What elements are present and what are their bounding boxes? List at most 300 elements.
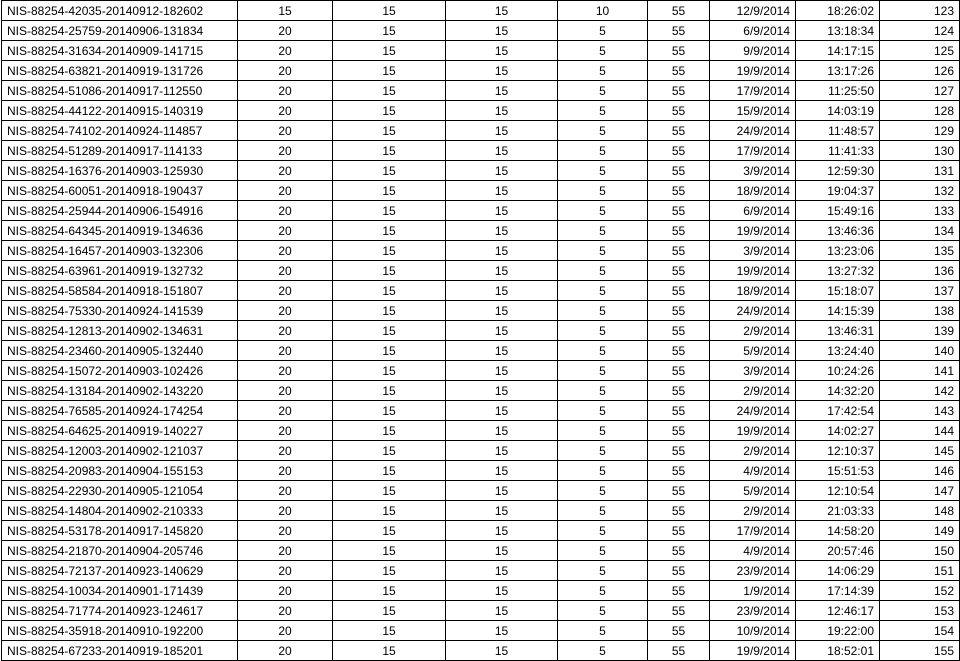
date-cell[interactable]: 6/9/2014 xyxy=(710,21,796,41)
value-d-cell[interactable]: 5 xyxy=(558,461,648,481)
value-b-cell[interactable]: 15 xyxy=(333,341,446,361)
date-cell[interactable]: 2/9/2014 xyxy=(710,501,796,521)
value-a-cell[interactable]: 20 xyxy=(238,481,333,501)
row-number-cell[interactable]: 126 xyxy=(880,61,960,81)
value-a-cell[interactable]: 20 xyxy=(238,41,333,61)
value-c-cell[interactable]: 15 xyxy=(446,421,558,441)
value-c-cell[interactable]: 15 xyxy=(446,21,558,41)
value-c-cell[interactable]: 15 xyxy=(446,141,558,161)
date-cell[interactable]: 6/9/2014 xyxy=(710,201,796,221)
value-a-cell[interactable]: 20 xyxy=(238,81,333,101)
value-c-cell[interactable]: 15 xyxy=(446,161,558,181)
time-cell[interactable]: 13:17:26 xyxy=(796,61,880,81)
value-b-cell[interactable]: 15 xyxy=(333,261,446,281)
value-b-cell[interactable]: 15 xyxy=(333,401,446,421)
value-a-cell[interactable]: 20 xyxy=(238,321,333,341)
row-number-cell[interactable]: 135 xyxy=(880,241,960,261)
time-cell[interactable]: 13:27:32 xyxy=(796,261,880,281)
value-b-cell[interactable]: 15 xyxy=(333,101,446,121)
time-cell[interactable]: 14:58:20 xyxy=(796,521,880,541)
value-c-cell[interactable]: 15 xyxy=(446,301,558,321)
value-b-cell[interactable]: 15 xyxy=(333,381,446,401)
record-id-cell[interactable]: NIS-88254-20983-20140904-155153 xyxy=(2,461,238,481)
value-c-cell[interactable]: 15 xyxy=(446,581,558,601)
time-cell[interactable]: 15:18:07 xyxy=(796,281,880,301)
value-c-cell[interactable]: 15 xyxy=(446,521,558,541)
value-a-cell[interactable]: 20 xyxy=(238,621,333,641)
record-id-cell[interactable]: NIS-88254-76585-20140924-174254 xyxy=(2,401,238,421)
date-cell[interactable]: 4/9/2014 xyxy=(710,541,796,561)
record-id-cell[interactable]: NIS-88254-64625-20140919-140227 xyxy=(2,421,238,441)
date-cell[interactable]: 19/9/2014 xyxy=(710,221,796,241)
value-c-cell[interactable]: 15 xyxy=(446,501,558,521)
total-cell[interactable]: 55 xyxy=(648,341,710,361)
total-cell[interactable]: 55 xyxy=(648,581,710,601)
value-b-cell[interactable]: 15 xyxy=(333,201,446,221)
value-d-cell[interactable]: 5 xyxy=(558,421,648,441)
record-id-cell[interactable]: NIS-88254-12003-20140902-121037 xyxy=(2,441,238,461)
date-cell[interactable]: 19/9/2014 xyxy=(710,641,796,661)
value-b-cell[interactable]: 15 xyxy=(333,421,446,441)
value-b-cell[interactable]: 15 xyxy=(333,121,446,141)
value-d-cell[interactable]: 5 xyxy=(558,501,648,521)
date-cell[interactable]: 24/9/2014 xyxy=(710,401,796,421)
value-b-cell[interactable]: 15 xyxy=(333,1,446,21)
date-cell[interactable]: 2/9/2014 xyxy=(710,321,796,341)
value-b-cell[interactable]: 15 xyxy=(333,221,446,241)
time-cell[interactable]: 18:26:02 xyxy=(796,1,880,21)
row-number-cell[interactable]: 153 xyxy=(880,601,960,621)
value-c-cell[interactable]: 15 xyxy=(446,221,558,241)
value-b-cell[interactable]: 15 xyxy=(333,581,446,601)
value-c-cell[interactable]: 15 xyxy=(446,461,558,481)
record-id-cell[interactable]: NIS-88254-31634-20140909-141715 xyxy=(2,41,238,61)
value-b-cell[interactable]: 15 xyxy=(333,301,446,321)
time-cell[interactable]: 15:49:16 xyxy=(796,201,880,221)
value-d-cell[interactable]: 10 xyxy=(558,1,648,21)
value-c-cell[interactable]: 15 xyxy=(446,381,558,401)
value-c-cell[interactable]: 15 xyxy=(446,481,558,501)
row-number-cell[interactable]: 133 xyxy=(880,201,960,221)
date-cell[interactable]: 19/9/2014 xyxy=(710,261,796,281)
row-number-cell[interactable]: 128 xyxy=(880,101,960,121)
value-a-cell[interactable]: 20 xyxy=(238,501,333,521)
value-d-cell[interactable]: 5 xyxy=(558,141,648,161)
value-a-cell[interactable]: 20 xyxy=(238,521,333,541)
date-cell[interactable]: 17/9/2014 xyxy=(710,521,796,541)
time-cell[interactable]: 18:52:01 xyxy=(796,641,880,661)
value-a-cell[interactable]: 20 xyxy=(238,541,333,561)
row-number-cell[interactable]: 131 xyxy=(880,161,960,181)
row-number-cell[interactable]: 130 xyxy=(880,141,960,161)
record-id-cell[interactable]: NIS-88254-64345-20140919-134636 xyxy=(2,221,238,241)
value-a-cell[interactable]: 20 xyxy=(238,181,333,201)
total-cell[interactable]: 55 xyxy=(648,621,710,641)
row-number-cell[interactable]: 138 xyxy=(880,301,960,321)
value-d-cell[interactable]: 5 xyxy=(558,61,648,81)
row-number-cell[interactable]: 150 xyxy=(880,541,960,561)
date-cell[interactable]: 3/9/2014 xyxy=(710,241,796,261)
date-cell[interactable]: 23/9/2014 xyxy=(710,561,796,581)
value-a-cell[interactable]: 20 xyxy=(238,581,333,601)
value-c-cell[interactable]: 15 xyxy=(446,561,558,581)
total-cell[interactable]: 55 xyxy=(648,461,710,481)
total-cell[interactable]: 55 xyxy=(648,81,710,101)
table-row xyxy=(2,581,960,601)
time-cell[interactable]: 13:23:06 xyxy=(796,241,880,261)
value-a-cell[interactable]: 20 xyxy=(238,61,333,81)
value-a-cell[interactable]: 20 xyxy=(238,281,333,301)
value-a-cell[interactable]: 20 xyxy=(238,641,333,661)
total-cell[interactable]: 55 xyxy=(648,541,710,561)
row-number-cell[interactable]: 123 xyxy=(880,1,960,21)
record-id-cell[interactable]: NIS-88254-21870-20140904-205746 xyxy=(2,541,238,561)
row-number-cell[interactable]: 143 xyxy=(880,401,960,421)
record-id-cell[interactable]: NIS-88254-51289-20140917-114133 xyxy=(2,141,238,161)
value-c-cell[interactable]: 15 xyxy=(446,341,558,361)
value-d-cell[interactable]: 5 xyxy=(558,441,648,461)
record-id-cell[interactable]: NIS-88254-22930-20140905-121054 xyxy=(2,481,238,501)
time-cell[interactable]: 14:15:39 xyxy=(796,301,880,321)
row-number-cell[interactable]: 132 xyxy=(880,181,960,201)
time-cell[interactable]: 14:32:20 xyxy=(796,381,880,401)
time-cell[interactable]: 17:14:39 xyxy=(796,581,880,601)
value-a-cell[interactable]: 20 xyxy=(238,101,333,121)
value-a-cell[interactable]: 20 xyxy=(238,21,333,41)
total-cell[interactable]: 55 xyxy=(648,561,710,581)
total-cell[interactable]: 55 xyxy=(648,201,710,221)
value-b-cell[interactable]: 15 xyxy=(333,181,446,201)
record-id-cell[interactable]: NIS-88254-53178-20140917-145820 xyxy=(2,521,238,541)
value-b-cell[interactable]: 15 xyxy=(333,41,446,61)
total-cell[interactable]: 55 xyxy=(648,641,710,661)
row-number-cell[interactable]: 147 xyxy=(880,481,960,501)
value-d-cell[interactable]: 5 xyxy=(558,301,648,321)
value-a-cell[interactable]: 20 xyxy=(238,601,333,621)
value-d-cell[interactable]: 5 xyxy=(558,21,648,41)
value-d-cell[interactable]: 5 xyxy=(558,401,648,421)
date-cell[interactable]: 19/9/2014 xyxy=(710,61,796,81)
time-cell[interactable]: 14:17:15 xyxy=(796,41,880,61)
value-d-cell[interactable]: 5 xyxy=(558,181,648,201)
time-cell[interactable]: 13:46:31 xyxy=(796,321,880,341)
value-b-cell[interactable]: 15 xyxy=(333,141,446,161)
value-d-cell[interactable]: 5 xyxy=(558,521,648,541)
record-id-cell[interactable]: NIS-88254-10034-20140901-171439 xyxy=(2,581,238,601)
time-cell[interactable]: 11:48:57 xyxy=(796,121,880,141)
time-cell[interactable]: 12:10:37 xyxy=(796,441,880,461)
value-b-cell[interactable]: 15 xyxy=(333,501,446,521)
value-a-cell[interactable]: 20 xyxy=(238,421,333,441)
value-c-cell[interactable]: 15 xyxy=(446,81,558,101)
date-cell[interactable]: 4/9/2014 xyxy=(710,461,796,481)
value-a-cell[interactable]: 15 xyxy=(238,1,333,21)
time-cell[interactable]: 10:24:26 xyxy=(796,361,880,381)
value-c-cell[interactable]: 15 xyxy=(446,121,558,141)
date-cell[interactable]: 15/9/2014 xyxy=(710,101,796,121)
total-cell[interactable]: 55 xyxy=(648,241,710,261)
row-number-cell[interactable]: 127 xyxy=(880,81,960,101)
value-a-cell[interactable]: 20 xyxy=(238,461,333,481)
total-cell[interactable]: 55 xyxy=(648,281,710,301)
date-cell[interactable]: 17/9/2014 xyxy=(710,141,796,161)
row-number-cell[interactable]: 146 xyxy=(880,461,960,481)
value-d-cell[interactable]: 5 xyxy=(558,221,648,241)
time-cell[interactable]: 11:25:50 xyxy=(796,81,880,101)
value-c-cell[interactable]: 15 xyxy=(446,181,558,201)
value-c-cell[interactable]: 15 xyxy=(446,621,558,641)
value-d-cell[interactable]: 5 xyxy=(558,261,648,281)
total-cell[interactable]: 55 xyxy=(648,501,710,521)
time-cell[interactable]: 20:57:46 xyxy=(796,541,880,561)
value-d-cell[interactable]: 5 xyxy=(558,41,648,61)
value-d-cell[interactable]: 5 xyxy=(558,541,648,561)
total-cell[interactable]: 55 xyxy=(648,61,710,81)
value-d-cell[interactable]: 5 xyxy=(558,561,648,581)
row-number-cell[interactable]: 134 xyxy=(880,221,960,241)
date-cell[interactable]: 5/9/2014 xyxy=(710,341,796,361)
date-cell[interactable]: 2/9/2014 xyxy=(710,441,796,461)
value-b-cell[interactable]: 15 xyxy=(333,281,446,301)
time-cell[interactable]: 12:46:17 xyxy=(796,601,880,621)
total-cell[interactable]: 55 xyxy=(648,261,710,281)
time-cell[interactable]: 21:03:33 xyxy=(796,501,880,521)
date-cell[interactable]: 10/9/2014 xyxy=(710,621,796,641)
row-number-cell[interactable]: 136 xyxy=(880,261,960,281)
value-b-cell[interactable]: 15 xyxy=(333,621,446,641)
date-cell[interactable]: 3/9/2014 xyxy=(710,161,796,181)
value-a-cell[interactable]: 20 xyxy=(238,381,333,401)
date-cell[interactable]: 9/9/2014 xyxy=(710,41,796,61)
time-cell[interactable]: 11:41:33 xyxy=(796,141,880,161)
row-number-cell[interactable]: 145 xyxy=(880,441,960,461)
value-c-cell[interactable]: 15 xyxy=(446,641,558,661)
time-cell[interactable]: 17:42:54 xyxy=(796,401,880,421)
value-c-cell[interactable]: 15 xyxy=(446,441,558,461)
value-a-cell[interactable]: 20 xyxy=(238,341,333,361)
row-number-cell[interactable]: 142 xyxy=(880,381,960,401)
record-id-cell[interactable]: NIS-88254-12813-20140902-134631 xyxy=(2,321,238,341)
date-cell[interactable]: 2/9/2014 xyxy=(710,381,796,401)
record-id-cell[interactable]: NIS-88254-25944-20140906-154916 xyxy=(2,201,238,221)
date-cell[interactable]: 19/9/2014 xyxy=(710,421,796,441)
row-number-cell[interactable]: 144 xyxy=(880,421,960,441)
row-number-cell[interactable]: 124 xyxy=(880,21,960,41)
value-a-cell[interactable]: 20 xyxy=(238,221,333,241)
time-cell[interactable]: 12:10:54 xyxy=(796,481,880,501)
value-b-cell[interactable]: 15 xyxy=(333,321,446,341)
record-id-cell[interactable]: NIS-88254-16376-20140903-125930 xyxy=(2,161,238,181)
value-b-cell[interactable]: 15 xyxy=(333,441,446,461)
value-c-cell[interactable]: 15 xyxy=(446,361,558,381)
date-cell[interactable]: 24/9/2014 xyxy=(710,301,796,321)
row-number-cell[interactable]: 140 xyxy=(880,341,960,361)
value-a-cell[interactable]: 20 xyxy=(238,301,333,321)
value-d-cell[interactable]: 5 xyxy=(558,321,648,341)
value-d-cell[interactable]: 5 xyxy=(558,481,648,501)
value-a-cell[interactable]: 20 xyxy=(238,241,333,261)
time-cell[interactable]: 13:18:34 xyxy=(796,21,880,41)
row-number-cell[interactable]: 155 xyxy=(880,641,960,661)
total-cell[interactable]: 55 xyxy=(648,361,710,381)
value-b-cell[interactable]: 15 xyxy=(333,81,446,101)
total-cell[interactable]: 55 xyxy=(648,381,710,401)
total-cell[interactable]: 55 xyxy=(648,521,710,541)
total-cell[interactable]: 55 xyxy=(648,481,710,501)
record-id-cell[interactable]: NIS-88254-63821-20140919-131726 xyxy=(2,61,238,81)
time-cell[interactable]: 14:03:19 xyxy=(796,101,880,121)
row-number-cell[interactable]: 129 xyxy=(880,121,960,141)
total-cell[interactable]: 55 xyxy=(648,41,710,61)
date-cell[interactable]: 3/9/2014 xyxy=(710,361,796,381)
value-c-cell[interactable]: 15 xyxy=(446,101,558,121)
total-cell[interactable]: 55 xyxy=(648,221,710,241)
value-d-cell[interactable]: 5 xyxy=(558,341,648,361)
value-b-cell[interactable]: 15 xyxy=(333,601,446,621)
value-d-cell[interactable]: 5 xyxy=(558,101,648,121)
record-id-cell[interactable]: NIS-88254-15072-20140903-102426 xyxy=(2,361,238,381)
record-id-cell[interactable]: NIS-88254-74102-20140924-114857 xyxy=(2,121,238,141)
total-cell[interactable]: 55 xyxy=(648,321,710,341)
row-number-cell[interactable]: 139 xyxy=(880,321,960,341)
date-cell[interactable]: 1/9/2014 xyxy=(710,581,796,601)
value-d-cell[interactable]: 5 xyxy=(558,201,648,221)
value-c-cell[interactable]: 15 xyxy=(446,261,558,281)
value-d-cell[interactable]: 5 xyxy=(558,381,648,401)
value-d-cell[interactable]: 5 xyxy=(558,601,648,621)
record-id-cell[interactable]: NIS-88254-71774-20140923-124617 xyxy=(2,601,238,621)
record-id-cell[interactable]: NIS-88254-35918-20140910-192200 xyxy=(2,621,238,641)
value-b-cell[interactable]: 15 xyxy=(333,641,446,661)
value-c-cell[interactable]: 15 xyxy=(446,321,558,341)
time-cell[interactable]: 13:24:40 xyxy=(796,341,880,361)
total-cell[interactable]: 55 xyxy=(648,301,710,321)
value-a-cell[interactable]: 20 xyxy=(238,441,333,461)
value-b-cell[interactable]: 15 xyxy=(333,561,446,581)
date-cell[interactable]: 5/9/2014 xyxy=(710,481,796,501)
total-cell[interactable]: 55 xyxy=(648,141,710,161)
value-d-cell[interactable]: 5 xyxy=(558,641,648,661)
record-id-cell[interactable]: NIS-88254-44122-20140915-140319 xyxy=(2,101,238,121)
value-c-cell[interactable]: 15 xyxy=(446,41,558,61)
value-c-cell[interactable]: 15 xyxy=(446,241,558,261)
record-id-cell[interactable]: NIS-88254-25759-20140906-131834 xyxy=(2,21,238,41)
total-cell[interactable]: 55 xyxy=(648,21,710,41)
value-a-cell[interactable]: 20 xyxy=(238,141,333,161)
table-row xyxy=(2,241,960,261)
row-number-cell[interactable]: 125 xyxy=(880,41,960,61)
value-d-cell[interactable]: 5 xyxy=(558,241,648,261)
record-id-cell[interactable]: NIS-88254-58584-20140918-151807 xyxy=(2,281,238,301)
record-id-cell[interactable]: NIS-88254-51086-20140917-112550 xyxy=(2,81,238,101)
date-cell[interactable]: 18/9/2014 xyxy=(710,181,796,201)
record-id-cell[interactable]: NIS-88254-23460-20140905-132440 xyxy=(2,341,238,361)
row-number-cell[interactable]: 137 xyxy=(880,281,960,301)
total-cell[interactable]: 55 xyxy=(648,401,710,421)
record-id-cell[interactable]: NIS-88254-72137-20140923-140629 xyxy=(2,561,238,581)
value-b-cell[interactable]: 15 xyxy=(333,521,446,541)
value-d-cell[interactable]: 5 xyxy=(558,621,648,641)
value-a-cell[interactable]: 20 xyxy=(238,121,333,141)
value-b-cell[interactable]: 15 xyxy=(333,541,446,561)
date-cell[interactable]: 17/9/2014 xyxy=(710,81,796,101)
value-b-cell[interactable]: 15 xyxy=(333,161,446,181)
date-cell[interactable]: 24/9/2014 xyxy=(710,121,796,141)
time-cell[interactable]: 19:04:37 xyxy=(796,181,880,201)
total-cell[interactable]: 55 xyxy=(648,161,710,181)
value-c-cell[interactable]: 15 xyxy=(446,601,558,621)
record-id-cell[interactable]: NIS-88254-16457-20140903-132306 xyxy=(2,241,238,261)
value-a-cell[interactable]: 20 xyxy=(238,401,333,421)
record-id-cell[interactable]: NIS-88254-75330-20140924-141539 xyxy=(2,301,238,321)
date-cell[interactable]: 18/9/2014 xyxy=(710,281,796,301)
value-b-cell[interactable]: 15 xyxy=(333,461,446,481)
time-cell[interactable]: 14:06:29 xyxy=(796,561,880,581)
value-a-cell[interactable]: 20 xyxy=(238,561,333,581)
total-cell[interactable]: 55 xyxy=(648,121,710,141)
record-id-cell[interactable]: NIS-88254-42035-20140912-182602 xyxy=(2,1,238,21)
record-id-cell[interactable]: NIS-88254-63961-20140919-132732 xyxy=(2,261,238,281)
total-cell[interactable]: 55 xyxy=(648,1,710,21)
total-cell[interactable]: 55 xyxy=(648,441,710,461)
time-cell[interactable]: 14:02:27 xyxy=(796,421,880,441)
value-a-cell[interactable]: 20 xyxy=(238,261,333,281)
value-d-cell[interactable]: 5 xyxy=(558,81,648,101)
value-b-cell[interactable]: 15 xyxy=(333,241,446,261)
total-cell[interactable]: 55 xyxy=(648,181,710,201)
value-b-cell[interactable]: 15 xyxy=(333,481,446,501)
value-d-cell[interactable]: 5 xyxy=(558,161,648,181)
date-cell[interactable]: 12/9/2014 xyxy=(710,1,796,21)
time-cell[interactable]: 15:51:53 xyxy=(796,461,880,481)
value-b-cell[interactable]: 15 xyxy=(333,21,446,41)
record-id-cell[interactable]: NIS-88254-13184-20140902-143220 xyxy=(2,381,238,401)
time-cell[interactable]: 19:22:00 xyxy=(796,621,880,641)
total-cell[interactable]: 55 xyxy=(648,101,710,121)
total-cell[interactable]: 55 xyxy=(648,601,710,621)
time-cell[interactable]: 13:46:36 xyxy=(796,221,880,241)
value-c-cell[interactable]: 15 xyxy=(446,401,558,421)
row-number-cell[interactable]: 149 xyxy=(880,521,960,541)
record-id-cell[interactable]: NIS-88254-14804-20140902-210333 xyxy=(2,501,238,521)
record-id-cell[interactable]: NIS-88254-67233-20140919-185201 xyxy=(2,641,238,661)
value-c-cell[interactable]: 15 xyxy=(446,541,558,561)
value-c-cell[interactable]: 15 xyxy=(446,61,558,81)
value-d-cell[interactable]: 5 xyxy=(558,581,648,601)
value-b-cell[interactable]: 15 xyxy=(333,361,446,381)
value-d-cell[interactable]: 5 xyxy=(558,121,648,141)
row-number-cell[interactable]: 154 xyxy=(880,621,960,641)
time-cell[interactable]: 12:59:30 xyxy=(796,161,880,181)
row-number-cell[interactable]: 148 xyxy=(880,501,960,521)
value-c-cell[interactable]: 15 xyxy=(446,281,558,301)
date-cell[interactable]: 23/9/2014 xyxy=(710,601,796,621)
table-row xyxy=(2,401,960,421)
value-c-cell[interactable]: 15 xyxy=(446,1,558,21)
row-number-cell[interactable]: 152 xyxy=(880,581,960,601)
value-a-cell[interactable]: 20 xyxy=(238,161,333,181)
value-d-cell[interactable]: 5 xyxy=(558,281,648,301)
value-c-cell[interactable]: 15 xyxy=(446,201,558,221)
row-number-cell[interactable]: 141 xyxy=(880,361,960,381)
row-number-cell[interactable]: 151 xyxy=(880,561,960,581)
value-b-cell[interactable]: 15 xyxy=(333,61,446,81)
total-cell[interactable]: 55 xyxy=(648,421,710,441)
record-id-cell[interactable]: NIS-88254-60051-20140918-190437 xyxy=(2,181,238,201)
value-a-cell[interactable]: 20 xyxy=(238,201,333,221)
value-a-cell[interactable]: 20 xyxy=(238,361,333,381)
value-d-cell[interactable]: 5 xyxy=(558,361,648,381)
